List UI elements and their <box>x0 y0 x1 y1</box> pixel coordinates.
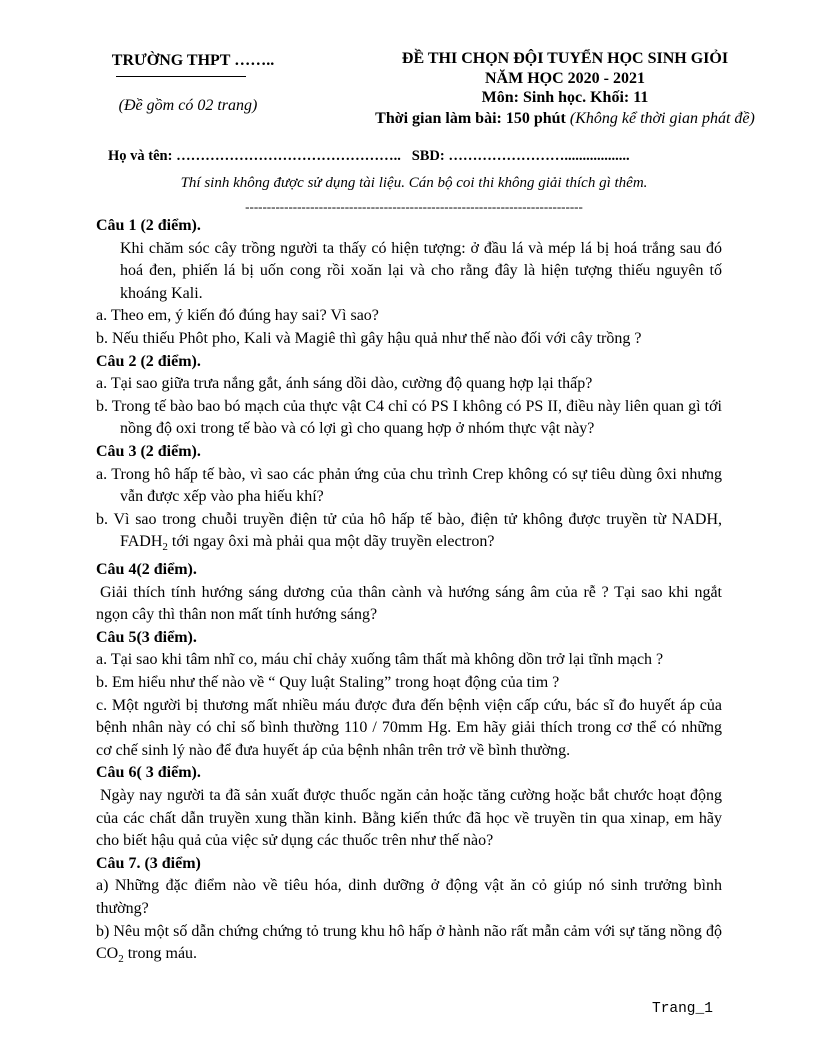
question-1-part-a: a. Theo em, ý kiến đó đúng hay sai? Vì sao? <box>96 307 379 325</box>
question-1-title: Câu 1 (2 điểm). <box>96 217 201 234</box>
name-label: Họ và tên: <box>108 148 173 164</box>
subscript-2: 2 <box>118 953 124 966</box>
question-1-intro: Khi chăm sóc cây trồng người ta thấy có hiện tượng: ở đầu lá và mép lá bị hoá trắng sau đó hoá đen, phiến lá bị uốn cong rồi xoăn lại và cho rằng đây là hiện tượng thiếu nguyên tố khoáng Kali. <box>120 239 722 302</box>
question-3-part-b: b. Vì sao trong chuỗi truyền điện tử của hô hấp tế bào, điện tử không được truyền từ NADH, $FADH_2$ tới ngay ôxi mà phải qua một dãy truyền electron? <box>96 510 722 554</box>
question-2-title: Câu 2 (2 điểm). <box>96 352 201 370</box>
question-5-part-b: b. Em hiểu như thế nào về “ Quy luật Staling” trong hoạt động của tim ? <box>96 674 560 692</box>
sbd-dots: …………………….................. <box>448 148 630 164</box>
question-7-title: Câu 7. (3 điểm) <box>96 854 201 872</box>
subject-line: Môn: Sinh học. Khối: 11 <box>481 89 649 106</box>
school-year: NĂM HỌC 2020 - 2021 <box>485 70 645 87</box>
question-3-title: Câu 3 (2 điểm). <box>96 442 201 460</box>
question-1-part-b: b. Nếu thiếu Phôt pho, Kali và Magiê thì gây hậu quả như thế nào đối với cây trồng ? <box>96 329 642 347</box>
school-name: TRƯỜNG THPT …….. <box>111 52 275 69</box>
question-7-part-b: b) Nêu một số dẫn chứng chứng tỏ trung khu hô hấp ở hành não rất mẫn cảm với sự tăng nồng độ $CO_2$ trong máu. <box>96 922 722 966</box>
question-4-intro: Giải thích tính hướng sáng dương của thân cành và hướng sáng âm của rễ ? Tại sao khi ngắt ngọn cây thì thân non mất tính hướng sáng? <box>96 583 722 624</box>
question-6-title: Câu 6( 3 điểm). <box>96 764 201 782</box>
question-7-part-a: a) Những đặc điểm nào về tiêu hóa, dinh dưỡng ở động vật ăn cỏ giúp nó sinh trưởng bình thường? <box>96 877 722 917</box>
question-5-part-a: a. Tại sao khi tâm nhĩ co, máu chỉ chảy xuống tâm thất mà không dồn trở lại tĩnh mạch ? <box>96 651 664 669</box>
candidate-line <box>108 148 630 165</box>
pages-note: (Đề gồm có 02 trang) <box>118 97 258 114</box>
question-2-part-a: a. Tại sao giữa trưa nắng gắt, ánh sáng dồi dào, cường độ quang hợp lại thấp? <box>96 375 593 393</box>
question-4-title: Câu 4(2 điểm). <box>96 561 197 579</box>
subscript-2: 2 <box>162 541 168 554</box>
time-limit: Thời gian làm bài: 150 phút <box>375 110 566 127</box>
time-line <box>355 110 775 128</box>
question-6-intro: Ngày nay người ta đã sản xuất được thuốc ngăn cản hoặc tăng cường hoặc bắt chước hoạt động của các chất dẫn truyền xung thần kinh. Bằng kiến thức đã học về truyền tin qua xinap, em hãy cho biết hậu quả của việc sử dụng các thuốc trên như thế nào? <box>96 787 722 850</box>
separator-line: ------------------------------------------------------------------------------ <box>245 199 583 214</box>
exam-title: ĐỀ THI CHỌN ĐỘI TUYỂN HỌC SINH GIỎI <box>401 50 729 67</box>
time-note: (Không kể thời gian phát đề) <box>569 110 755 127</box>
school-underline <box>116 76 246 77</box>
exam-instruction: Thí sinh không được sử dụng tài liệu. Cán bộ coi thi không giải thích gì thêm. <box>180 175 648 191</box>
question-5-part-c: c. Một người bị thương mất nhiều máu được đưa đến bệnh viện cấp cứu, bác sĩ đo huyết áp của bệnh nhân này có chỉ số bình thường 110 / 70mm Hg. Em hãy giải thích trong cơ thể có những cơ chế sinh lý nào để đưa huyết áp của bệnh nhân trên trở về bình thường. <box>96 696 722 759</box>
question-5-title: Câu 5(3 điểm). <box>96 628 197 646</box>
question-2-part-b: b. Trong tế bào bao bó mạch của thực vật C4 chỉ có PS I không có PS II, điều này liên quan gì tới nồng độ oxi trong tế bào và có lợi gì cho quang hợp ở nhóm thực vật này? <box>96 397 722 438</box>
page-number: Trang_1 <box>652 1001 713 1017</box>
sbd-label: SBD: <box>411 148 445 164</box>
exam-questions <box>96 215 722 971</box>
question-3-part-a: a. Trong hô hấp tế bào, vì sao các phản ứng của chu trình Crep không có sự tiêu dùng ôxi nhưng vẫn được xếp vào pha hiếu khí? <box>96 465 722 506</box>
name-dots: ……………………………………….. <box>176 148 401 164</box>
